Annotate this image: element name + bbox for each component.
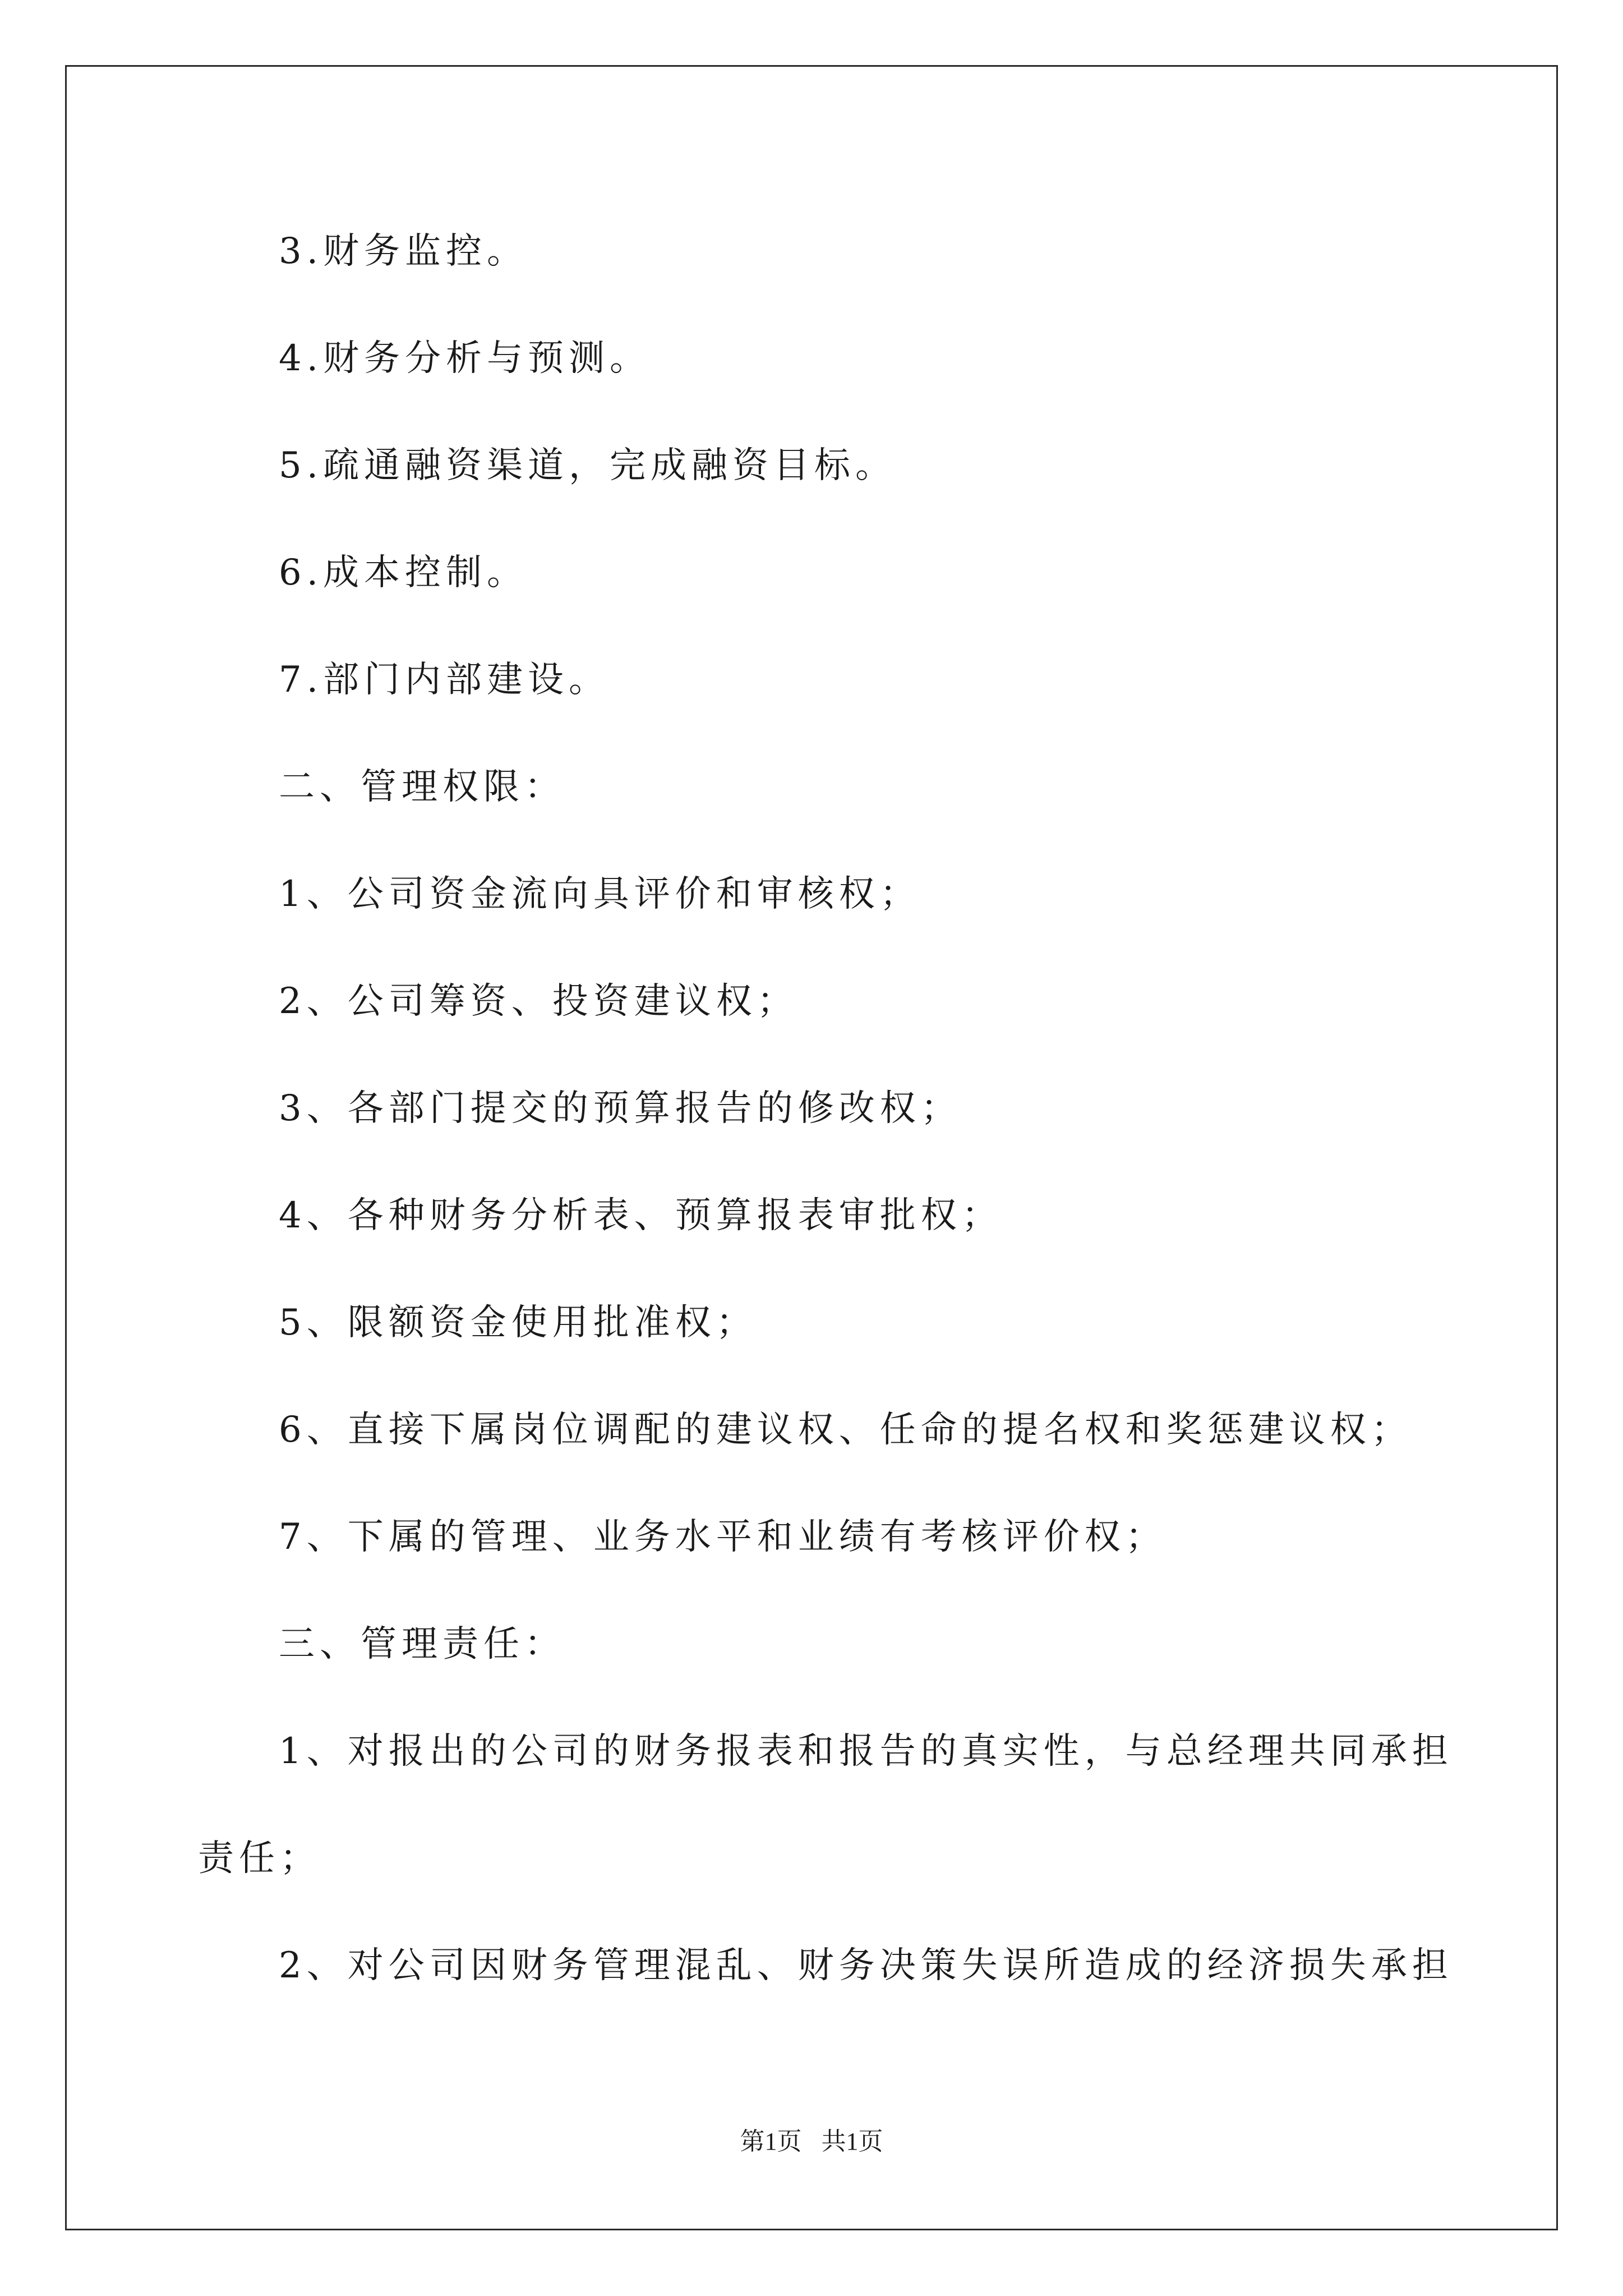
list-item: 5、限额资金使用批准权；: [279, 1302, 757, 1343]
section-heading: 二、管理权限：: [279, 766, 565, 808]
list-item: 4.财务分析与预测。: [279, 338, 651, 379]
list-item: 7.部门内部建设。: [279, 659, 610, 701]
page-border: [65, 65, 1558, 2230]
list-item: 5.疏通融资渠道，完成融资目标。: [279, 445, 897, 486]
page-footer: [0, 2126, 1623, 2157]
list-item: 2、公司筹资、投资建议权；: [279, 981, 798, 1022]
list-item: 6.成本控制。: [279, 552, 528, 593]
list-item: 2、对公司因财务管理混乱、财务决策失误所造成的经济损失承担: [279, 1945, 1453, 1986]
page-number-current: 第1页: [740, 2128, 802, 2155]
list-item: 3.财务监控。: [279, 231, 528, 272]
list-item: 4、各种财务分析表、预算报表审批权；: [279, 1195, 1003, 1236]
list-item: 7、下属的管理、业务水平和业绩有考核评价权；: [279, 1516, 1166, 1558]
list-item: 3、各部门提交的预算报告的修改权；: [279, 1088, 962, 1129]
page-number-total: 共1页: [821, 2128, 883, 2155]
list-item: 1、对报出的公司的财务报表和报告的真实性，与总经理共同承担: [279, 1731, 1453, 1772]
list-item-continuation: 责任；: [198, 1838, 321, 1879]
section-heading: 三、管理责任：: [279, 1623, 565, 1665]
list-item: 6、直接下属岗位调配的建议权、任命的提名权和奖惩建议权；: [279, 1409, 1412, 1451]
list-item: 1、公司资金流向具评价和审核权；: [279, 873, 921, 915]
